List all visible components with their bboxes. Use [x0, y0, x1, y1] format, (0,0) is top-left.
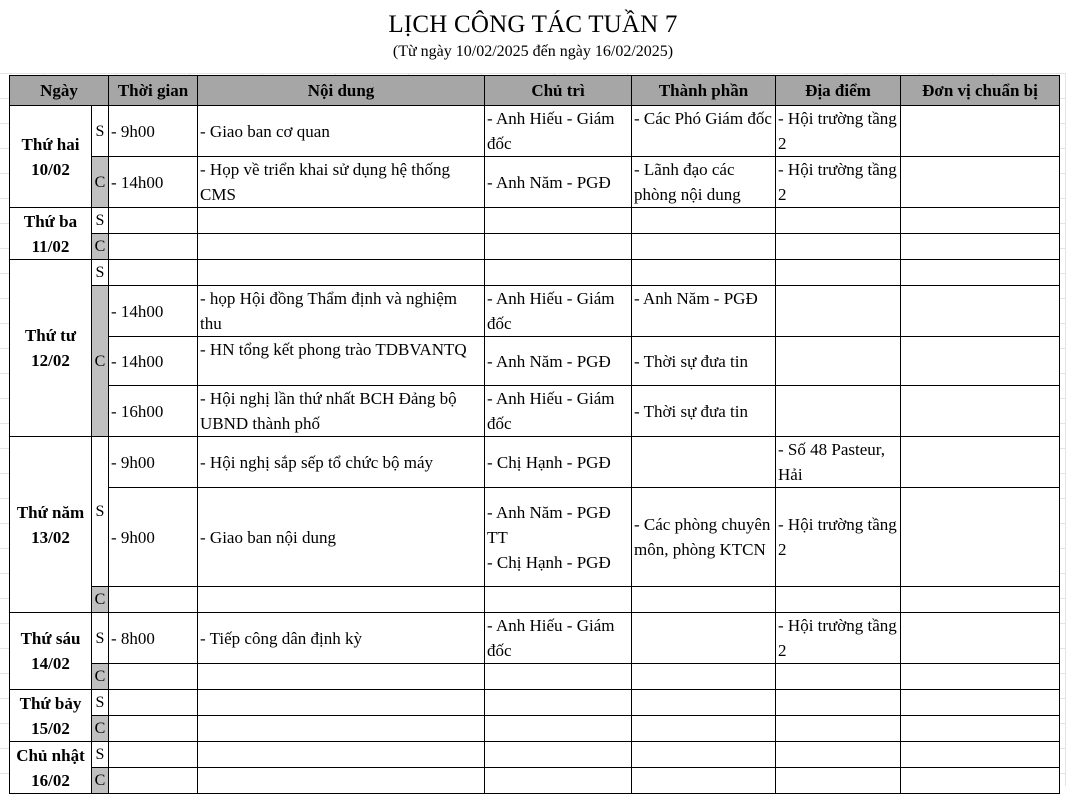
- prep-cell[interactable]: [901, 437, 1060, 488]
- members-cell[interactable]: - Các Phó Giám đốc: [632, 106, 776, 157]
- col-header-content[interactable]: Nội dung: [198, 76, 485, 106]
- time-cell[interactable]: [109, 208, 198, 234]
- time-cell[interactable]: - 9h00: [109, 437, 198, 488]
- day-cell-mon[interactable]: [10, 106, 92, 208]
- day-date: 11/02: [31, 236, 70, 256]
- location-cell[interactable]: [776, 260, 901, 286]
- prep-cell[interactable]: [901, 286, 1060, 337]
- chair-cell[interactable]: [485, 260, 632, 286]
- table-row: [10, 208, 1060, 234]
- members-cell[interactable]: - Anh Năm - PGĐ: [632, 286, 776, 337]
- time-cell[interactable]: - 9h00: [109, 106, 198, 157]
- time-cell[interactable]: - 8h00: [109, 613, 198, 664]
- content-cell[interactable]: - Giao ban cơ quan: [198, 106, 485, 157]
- col-header-chair[interactable]: Chủ trì: [485, 76, 632, 106]
- members-cell[interactable]: [632, 613, 776, 664]
- location-cell[interactable]: - Số 48 Pasteur, Hải: [776, 437, 901, 488]
- day-name: Thứ hai: [21, 134, 80, 154]
- location-cell[interactable]: [776, 208, 901, 234]
- table-row: [10, 613, 1060, 664]
- time-cell[interactable]: - 14h00: [109, 157, 198, 208]
- chair-cell[interactable]: - Anh Hiếu - Giám đốc: [485, 106, 632, 157]
- prep-cell[interactable]: [901, 768, 1060, 794]
- col-header-members[interactable]: Thành phần: [632, 76, 776, 106]
- location-cell[interactable]: - Hội trường tầng 2: [776, 613, 901, 664]
- content-cell[interactable]: [198, 716, 485, 742]
- prep-cell[interactable]: [901, 690, 1060, 716]
- header-area: [0, 0, 1066, 73]
- prep-cell[interactable]: [901, 664, 1060, 690]
- session-morning[interactable]: S: [92, 742, 109, 768]
- time-cell[interactable]: [109, 260, 198, 286]
- table-row: [10, 157, 1060, 208]
- members-cell[interactable]: - Các phòng chuyên môn, phòng KTCN: [632, 488, 776, 587]
- table-row: [10, 437, 1060, 488]
- day-cell-wed[interactable]: [10, 260, 92, 437]
- schedule-table: [9, 75, 1060, 794]
- chair-cell[interactable]: - Anh Hiếu - Giám đốc: [485, 286, 632, 337]
- members-cell[interactable]: [632, 664, 776, 690]
- prep-cell[interactable]: [901, 106, 1060, 157]
- col-header-location[interactable]: Địa điểm: [776, 76, 901, 106]
- members-cell[interactable]: [632, 437, 776, 488]
- prep-cell[interactable]: [901, 716, 1060, 742]
- session-morning[interactable]: S: [92, 690, 109, 716]
- session-afternoon[interactable]: C: [92, 157, 109, 208]
- content-cell[interactable]: [198, 742, 485, 768]
- prep-cell[interactable]: [901, 337, 1060, 386]
- session-afternoon[interactable]: C: [92, 234, 109, 260]
- content-cell[interactable]: [198, 260, 485, 286]
- page-title: LỊCH CÔNG TÁC TUẦN 7: [388, 11, 678, 38]
- session-morning[interactable]: S: [92, 260, 109, 286]
- chair-line: - Anh Năm - PGĐ TT: [487, 502, 611, 547]
- session-afternoon[interactable]: C: [92, 768, 109, 794]
- chair-line: - Chị Hạnh - PGĐ: [487, 552, 611, 572]
- content-cell[interactable]: - Giao ban nội dung: [198, 488, 485, 587]
- table-row: [10, 106, 1060, 157]
- table-row: [10, 337, 1060, 386]
- session-afternoon[interactable]: C: [92, 286, 109, 437]
- members-cell[interactable]: [632, 260, 776, 286]
- chair-cell[interactable]: - Anh Hiếu - Giám đốc: [485, 613, 632, 664]
- content-cell[interactable]: [198, 234, 485, 260]
- prep-cell[interactable]: [901, 260, 1060, 286]
- day-date: 13/02: [31, 527, 70, 547]
- table-row: [10, 742, 1060, 768]
- day-date: 16/02: [31, 770, 70, 790]
- prep-cell[interactable]: [901, 208, 1060, 234]
- day-cell-fri[interactable]: [10, 613, 92, 690]
- chair-cell[interactable]: [485, 664, 632, 690]
- chair-cell[interactable]: - Anh Năm - PGĐ: [485, 337, 632, 386]
- members-cell[interactable]: [632, 587, 776, 613]
- day-cell-tue[interactable]: [10, 208, 92, 260]
- members-cell[interactable]: [632, 208, 776, 234]
- time-cell[interactable]: [109, 716, 198, 742]
- prep-cell[interactable]: [901, 613, 1060, 664]
- prep-cell[interactable]: [901, 742, 1060, 768]
- day-date: 10/02: [31, 159, 70, 179]
- day-name: Thứ bảy: [19, 693, 82, 713]
- time-cell[interactable]: - 9h00: [109, 488, 198, 587]
- day-name: Thứ sáu: [20, 629, 81, 648]
- content-cell[interactable]: [198, 768, 485, 794]
- location-cell[interactable]: [776, 716, 901, 742]
- members-cell[interactable]: [632, 716, 776, 742]
- col-header-prep[interactable]: Đơn vị chuẩn bị: [901, 76, 1060, 106]
- header-row: [10, 76, 1060, 106]
- col-header-time[interactable]: Thời gian: [109, 76, 198, 106]
- content-cell[interactable]: - Tiếp công dân định kỳ: [198, 613, 485, 664]
- members-cell[interactable]: [632, 234, 776, 260]
- members-cell[interactable]: [632, 742, 776, 768]
- members-cell[interactable]: [632, 768, 776, 794]
- prep-cell[interactable]: [901, 234, 1060, 260]
- chair-cell[interactable]: [485, 742, 632, 768]
- content-cell[interactable]: - Họp về triển khai sử dụng hệ thống CMS: [198, 157, 485, 208]
- chair-cell[interactable]: - Anh Năm - PGĐ: [485, 157, 632, 208]
- location-cell[interactable]: [776, 587, 901, 613]
- prep-cell[interactable]: [901, 587, 1060, 613]
- location-cell[interactable]: [776, 234, 901, 260]
- prep-cell[interactable]: [901, 386, 1060, 437]
- chair-cell[interactable]: [485, 690, 632, 716]
- location-cell[interactable]: - Hội trường tầng 2: [776, 488, 901, 587]
- prep-cell[interactable]: [901, 157, 1060, 208]
- chair-cell[interactable]: [485, 208, 632, 234]
- chair-cell[interactable]: [485, 488, 632, 587]
- day-name: Chủ nhật: [16, 745, 85, 765]
- prep-cell[interactable]: [901, 488, 1060, 587]
- col-header-day[interactable]: Ngày: [10, 76, 109, 106]
- chair-cell[interactable]: - Chị Hạnh - PGĐ: [485, 437, 632, 488]
- session-morning[interactable]: S: [92, 613, 109, 664]
- table-row: [10, 286, 1060, 337]
- table-row: [10, 488, 1060, 587]
- chair-cell[interactable]: [485, 716, 632, 742]
- location-cell[interactable]: [776, 768, 901, 794]
- members-cell[interactable]: - Lãnh đạo các phòng nội dung: [632, 157, 776, 208]
- location-cell[interactable]: - Hội trường tầng 2: [776, 106, 901, 157]
- time-cell[interactable]: [109, 664, 198, 690]
- table-row: [10, 234, 1060, 260]
- table-row: [10, 386, 1060, 437]
- location-cell[interactable]: [776, 742, 901, 768]
- members-cell[interactable]: - Thời sự đưa tin: [632, 337, 776, 386]
- table-row: [10, 690, 1060, 716]
- content-cell[interactable]: [198, 208, 485, 234]
- time-cell[interactable]: [109, 234, 198, 260]
- time-cell[interactable]: [109, 690, 198, 716]
- content-cell[interactable]: - họp Hội đồng Thẩm định và nghiệm thu: [198, 286, 485, 337]
- content-cell[interactable]: - Hội nghị lần thứ nhất BCH Đảng bộ UBND thành phố: [198, 386, 485, 437]
- day-name: Thứ ba: [23, 211, 78, 231]
- session-afternoon[interactable]: C: [92, 716, 109, 742]
- location-cell[interactable]: [776, 386, 901, 437]
- day-cell-sat[interactable]: [10, 690, 92, 742]
- day-date: 14/02: [31, 654, 70, 673]
- table-row: [10, 587, 1060, 613]
- page-subtitle: (Từ ngày 10/02/2025 đến ngày 16/02/2025): [392, 43, 674, 60]
- location-cell[interactable]: [776, 664, 901, 690]
- day-date: 12/02: [31, 351, 70, 370]
- session-morning[interactable]: S: [92, 437, 109, 587]
- session-morning[interactable]: S: [92, 208, 109, 234]
- day-date: 15/02: [31, 718, 70, 738]
- chair-cell[interactable]: - Anh Hiếu - Giám đốc: [485, 386, 632, 437]
- content-cell[interactable]: - HN tổng kết phong trào TDBVANTQ: [198, 337, 485, 386]
- session-morning[interactable]: S: [92, 106, 109, 157]
- table-row: [10, 716, 1060, 742]
- members-cell[interactable]: - Thời sự đưa tin: [632, 386, 776, 437]
- session-afternoon[interactable]: C: [92, 587, 109, 613]
- content-cell[interactable]: - Hội nghị sắp sếp tổ chức bộ máy: [198, 437, 485, 488]
- time-cell[interactable]: - 14h00: [109, 337, 198, 386]
- day-name: Thứ năm: [16, 502, 85, 522]
- time-cell[interactable]: - 16h00: [109, 386, 198, 437]
- location-cell[interactable]: [776, 690, 901, 716]
- table-row: [10, 664, 1060, 690]
- chair-cell[interactable]: [485, 587, 632, 613]
- content-cell[interactable]: [198, 690, 485, 716]
- chair-cell[interactable]: [485, 768, 632, 794]
- session-afternoon[interactable]: C: [92, 664, 109, 690]
- time-cell[interactable]: [109, 768, 198, 794]
- content-cell[interactable]: [198, 587, 485, 613]
- content-cell[interactable]: [198, 664, 485, 690]
- day-name: Thứ tư: [24, 326, 77, 345]
- table-row: [10, 260, 1060, 286]
- location-cell[interactable]: [776, 286, 901, 337]
- time-cell[interactable]: [109, 742, 198, 768]
- table-row: [10, 768, 1060, 794]
- location-cell[interactable]: [776, 337, 901, 386]
- time-cell[interactable]: - 14h00: [109, 286, 198, 337]
- day-cell-thu[interactable]: [10, 437, 92, 613]
- location-cell[interactable]: - Hội trường tầng 2: [776, 157, 901, 208]
- members-cell[interactable]: [632, 690, 776, 716]
- chair-cell[interactable]: [485, 234, 632, 260]
- time-cell[interactable]: [109, 587, 198, 613]
